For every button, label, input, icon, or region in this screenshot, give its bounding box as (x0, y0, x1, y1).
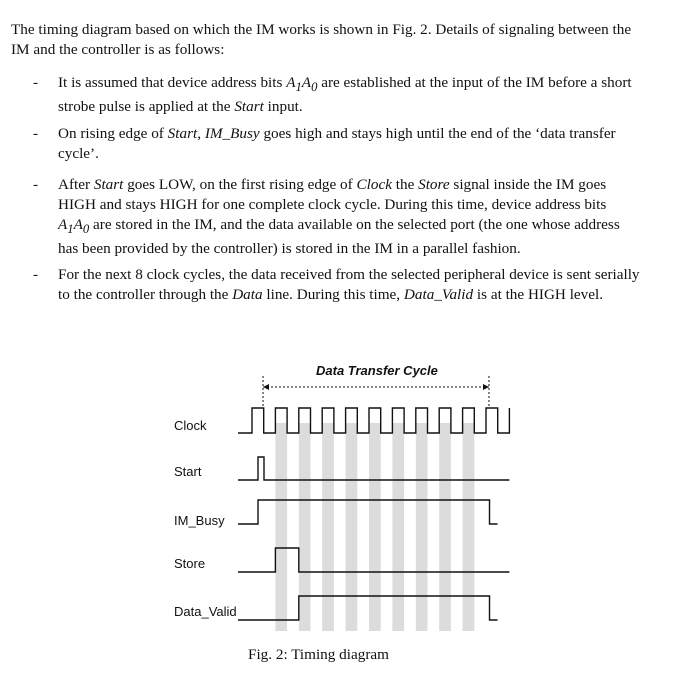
bullet-marker: - (33, 125, 39, 142)
span-arrowhead-left (263, 384, 269, 390)
timing-diagram (0, 340, 688, 681)
bullet-marker: - (33, 176, 39, 193)
shaded-cycle-column (416, 423, 428, 631)
signal-label-store: Store (174, 556, 206, 571)
bullet-text: On rising edge of Start, IM_Busy goes high and stays high until the end of the ‘data transfer cycle’. (58, 125, 616, 162)
shaded-cycle-column (439, 423, 451, 631)
bullet-marker: - (33, 266, 39, 283)
bullet-marker: - (33, 74, 39, 91)
shaded-cycle-column (275, 423, 287, 631)
shaded-cycle-column (369, 423, 381, 631)
signal-label-im-busy: IM_Busy (174, 513, 225, 528)
bullet-text: It is assumed that device address bits $A_1A_0$ are established at the input of the IM before a short strobe pulse is applied at the Start input. (58, 74, 632, 116)
signal-label-clock: Clock (174, 418, 207, 433)
figure-caption: Fig. 2: Timing diagram (248, 646, 389, 663)
span-arrowhead-right (483, 384, 489, 390)
shaded-cycle-column (322, 423, 334, 631)
signal-label-data-valid: Data_Valid (174, 604, 237, 619)
timing-diagram-figure (0, 340, 688, 681)
bullet-text: After Start goes LOW, on the first rising edge of Clock the Store signal inside the IM goes HIGH and stays HIGH for one complete clock cycle. During this time, device address bits $A_1A_0$ are stored in the IM, and the data available on the selected port (the one whose address has been provided by the controller) is stored in the IM in a parallel fashion. (58, 176, 620, 258)
shaded-cycle-column (299, 423, 311, 631)
shaded-cycle-column (346, 423, 358, 631)
shaded-cycle-column (392, 423, 404, 631)
intro-paragraph: The timing diagram based on which the IM works is shown in Fig. 2. Details of signaling between the IM and the controller is as follows: (11, 21, 632, 58)
signal-label-start: Start (174, 464, 202, 479)
data-transfer-cycle-label: Data Transfer Cycle (316, 363, 438, 378)
bullet-text: For the next 8 clock cycles, the data received from the selected peripheral device is sent serially to the controller through the Data line. During this time, Data_Valid is at the HIGH level. (58, 266, 640, 303)
shaded-cycle-column (463, 423, 475, 631)
